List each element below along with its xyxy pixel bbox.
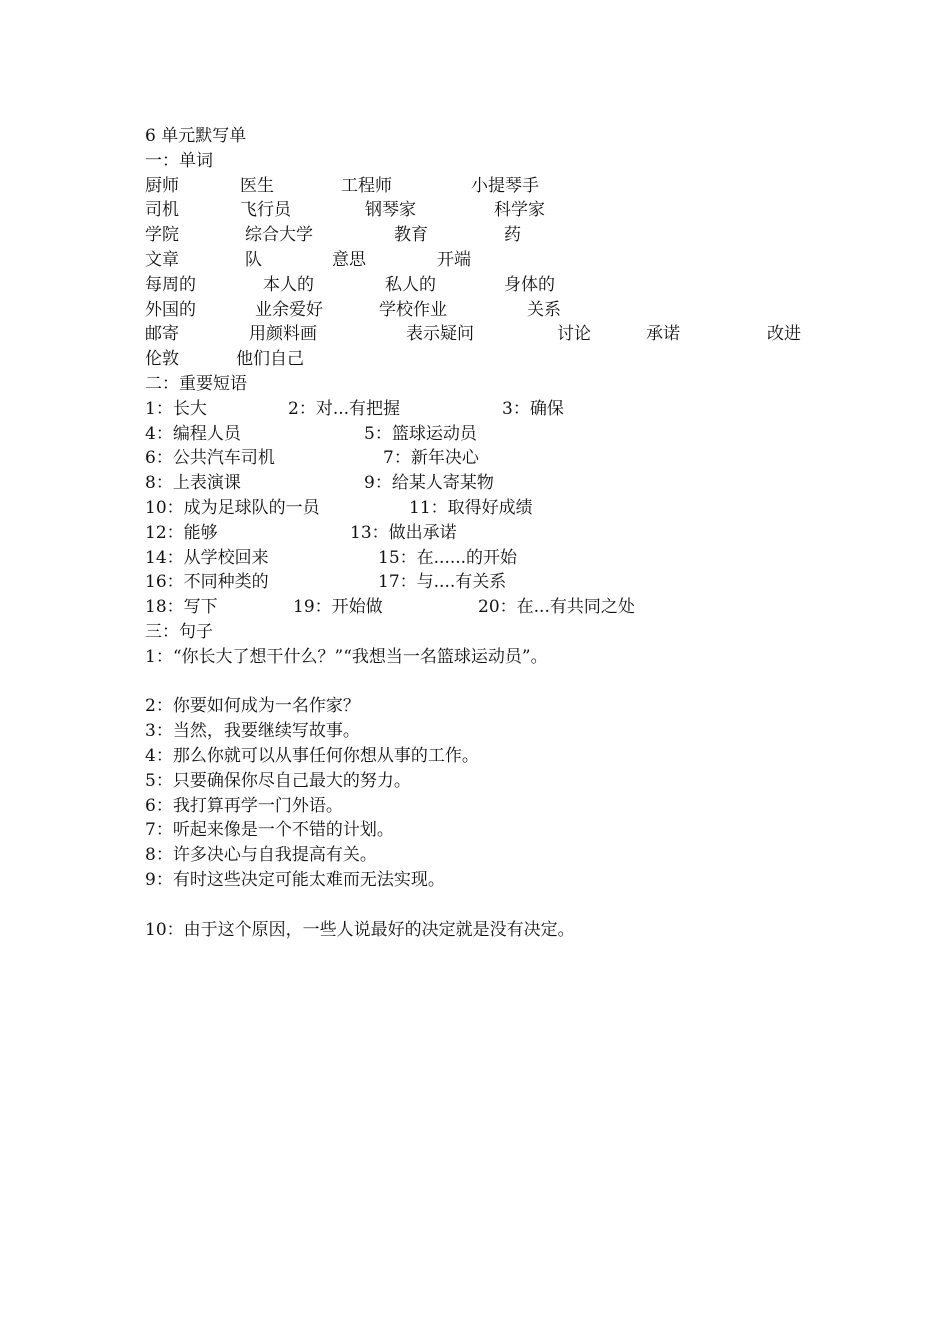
phrase-row: [145, 595, 845, 620]
worksheet-document: [145, 124, 845, 942]
phrase-item: 1：长大: [145, 398, 207, 419]
word-item: 队: [245, 249, 262, 270]
word-item: 学院: [145, 225, 179, 246]
word-row: [145, 223, 845, 248]
sentence-item: 3：当然，我要继续写故事。: [145, 721, 360, 742]
phrase-item: 13：做出承诺: [350, 522, 457, 543]
word-item: 小提琴手: [471, 175, 539, 196]
word-item: 本人的: [263, 274, 314, 295]
phrase-item: 4：编程人员: [145, 423, 241, 444]
phrase-item: 10：成为足球队的一员: [145, 497, 320, 518]
sentence-item: 9：有时这些决定可能太难而无法实现。: [145, 869, 445, 890]
phrase-item: 2：对...有把握: [288, 398, 401, 419]
word-item: 每周的: [145, 274, 196, 295]
phrase-row: [145, 521, 845, 546]
word-item: 工程师: [341, 175, 392, 196]
word-item: 身体的: [504, 274, 555, 295]
sentence-item: 4：那么你就可以从事任何你想从事的工作。: [145, 745, 479, 766]
sentence-item: 2：你要如何成为一名作家？: [145, 696, 360, 717]
word-item: 文章: [145, 249, 179, 270]
section-heading-words: 一：单词: [145, 150, 213, 171]
word-item: 厨师: [145, 175, 179, 196]
section-heading-phrases: 二：重要短语: [145, 373, 247, 394]
phrase-row: [145, 546, 845, 571]
word-row: [145, 298, 845, 323]
word-item: 用颜料画: [249, 324, 317, 345]
phrase-row: [145, 446, 845, 471]
sentence-item: 6：我打算再学一门外语。: [145, 795, 343, 816]
document-title: 6 单元默写单: [145, 126, 247, 146]
word-item: 表示疑问: [406, 324, 474, 345]
phrase-item: 15：在......的开始: [378, 547, 518, 568]
sentence-item: 7：听起来像是一个不错的计划。: [145, 820, 394, 841]
word-row: [145, 322, 845, 347]
phrase-item: 17：与....有关系: [378, 572, 507, 593]
phrase-item: 16：不同种类的: [145, 572, 269, 593]
sentence-item: 10：由于这个原因，一些人说最好的决定就是没有决定。: [145, 919, 575, 940]
phrase-item: 6：公共汽车司机: [145, 448, 275, 469]
phrase-row: [145, 422, 845, 447]
word-item: 综合大学: [245, 225, 313, 246]
phrase-item: 7：新年决心: [383, 448, 479, 469]
word-item: 私人的: [385, 274, 436, 295]
word-item: 意思: [332, 249, 366, 270]
phrase-item: 12：能够: [145, 522, 218, 543]
blank-line: [145, 893, 845, 918]
word-item: 开端: [437, 249, 471, 270]
word-item: 飞行员: [240, 200, 291, 221]
phrase-list: [145, 397, 845, 620]
word-item: 承诺: [646, 324, 680, 345]
word-item: 科学家: [494, 200, 545, 221]
word-item: 学校作业: [379, 299, 447, 320]
phrase-row: [145, 570, 845, 595]
phrase-item: 9：给某人寄某物: [364, 473, 494, 494]
word-item: 钢琴家: [365, 200, 416, 221]
word-item: 他们自己: [236, 349, 304, 370]
sentence-item: 5：只要确保你尽自己最大的努力。: [145, 770, 411, 791]
phrase-item: 5：篮球运动员: [364, 423, 477, 444]
sentence-list: [145, 645, 845, 943]
blank-line: [145, 670, 845, 695]
phrase-row: [145, 397, 845, 422]
word-item: 业余爱好: [255, 299, 323, 320]
word-item: 关系: [527, 299, 561, 320]
phrase-item: 3：确保: [502, 398, 564, 419]
word-item: 教育: [394, 225, 428, 246]
word-item: 邮寄: [145, 324, 179, 345]
word-item: 改进: [767, 324, 801, 345]
section-heading-sentences: 三：句子: [145, 621, 213, 642]
phrase-item: 18：写下: [145, 597, 218, 618]
phrase-item: 8：上表演课: [145, 473, 241, 494]
word-item: 药: [504, 225, 521, 246]
phrase-item: 19：开始做: [293, 597, 383, 618]
word-item: 讨论: [557, 324, 591, 345]
sentence-item: 1：“你长大了想干什么？”“我想当一名篮球运动员”。: [145, 646, 548, 667]
word-item: 司机: [145, 200, 179, 221]
word-row: [145, 273, 845, 298]
word-row: [145, 198, 845, 223]
word-item: 伦敦: [145, 349, 179, 370]
word-row: [145, 347, 845, 372]
phrase-row: [145, 471, 845, 496]
word-item: 外国的: [145, 299, 196, 320]
word-row: [145, 174, 845, 199]
phrase-row: [145, 496, 845, 521]
word-list: [145, 174, 845, 372]
phrase-item: 11：取得好成绩: [409, 497, 533, 518]
phrase-item: 14：从学校回来: [145, 547, 269, 568]
word-row: [145, 248, 845, 273]
phrase-item: 20：在...有共同之处: [478, 597, 635, 618]
word-item: 医生: [240, 175, 274, 196]
sentence-item: 8：许多决心与自我提高有关。: [145, 845, 377, 866]
